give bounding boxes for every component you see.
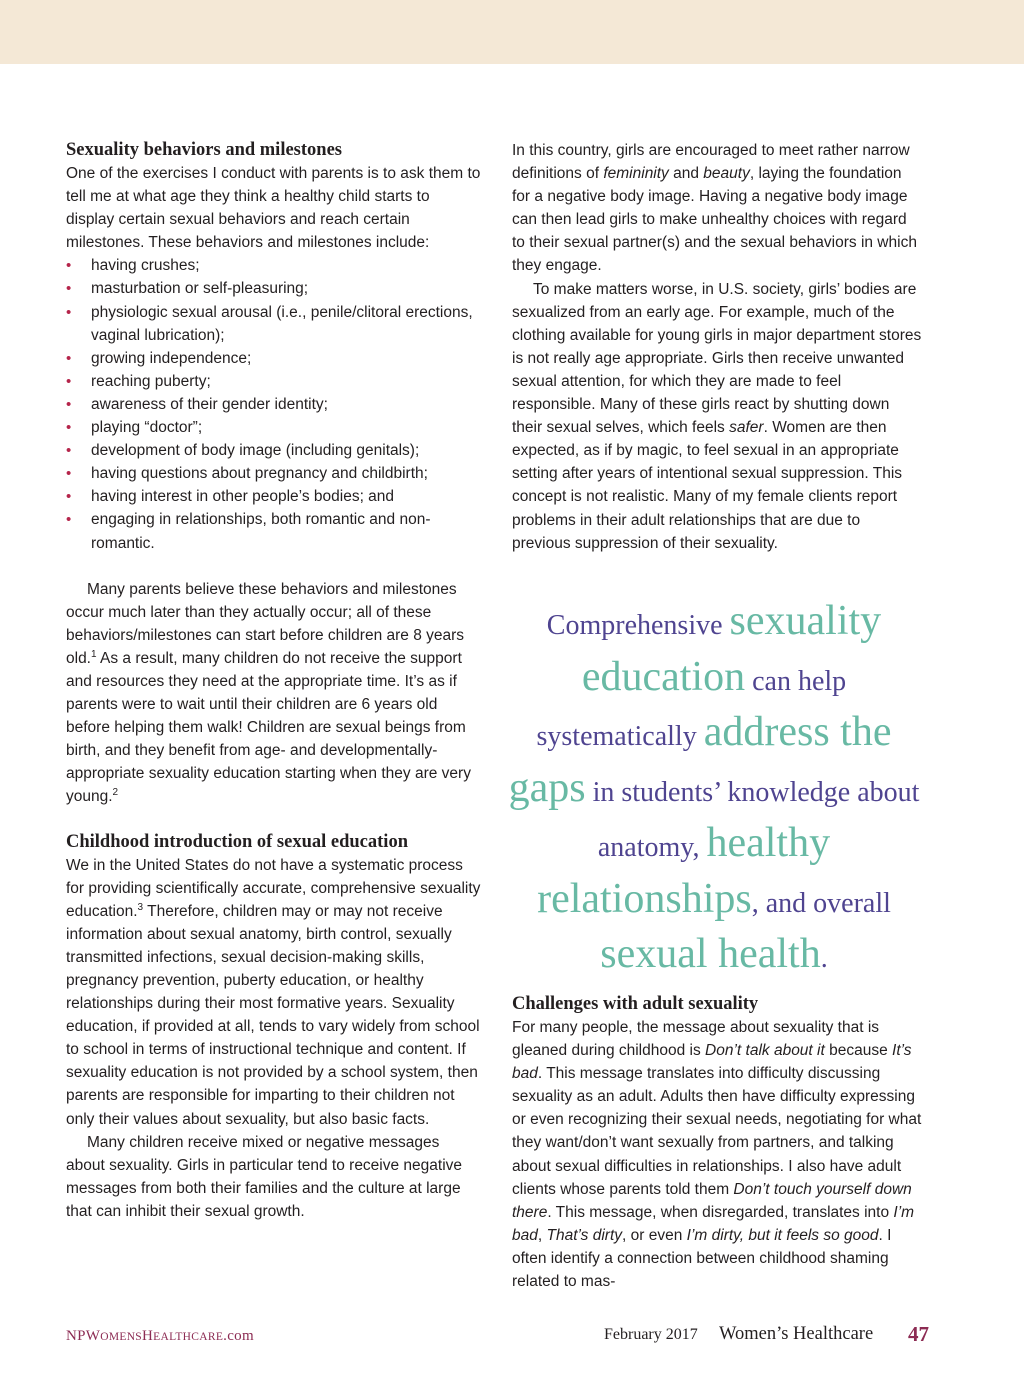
paragraph: Many children receive mixed or negative messages about sexuality. Girls in particular tend to receive negative messages from both their families and the culture at large that can inhibit their sexual growth. (66, 1133, 463, 1220)
text-run: To make matters worse, in U.S. society, girls’ bodies are sexualized from an early age. For example, much of the clothing available for young girls in major department stores is not really age appropriate. Girls then receive unwanted sexual attention, for which they are made to feel responsible. Many of these girls react by shutting down their sexual selves, which feels (512, 280, 922, 437)
list-item: • engaging in relationships, both romantic and non-romantic. (66, 508, 481, 554)
right-column-top (512, 139, 922, 555)
page-footer (0, 1322, 1024, 1352)
list-item: • masturbation or self-pleasuring; (66, 277, 481, 300)
italic-run: femininity (603, 165, 669, 183)
text-run: . This message translates into difficulty discussing sexuality as an adult. Adults then have difficulty expressing or even recognizing their sexual needs, negotiating for what they want/don’t want sexually from partners, and talking about sexual difficulties in relationships. I also have adult clients whose parents told them (512, 1065, 922, 1198)
pull-quote (506, 596, 922, 985)
text-run: and (668, 165, 704, 183)
pull-quote-emphasis: address the gaps (508, 709, 892, 811)
text-run: . I often identify a connection between childhood shaming related to mas- (512, 1226, 892, 1291)
paragraph (512, 278, 922, 555)
text-run: , or even (622, 1226, 687, 1244)
pull-quote-word: in students’ knowledge about anatomy, (585, 776, 920, 863)
site-url-part: EALTHCARE (153, 1331, 224, 1343)
header-band (0, 0, 1024, 64)
left-column (66, 139, 481, 1223)
italic-run: I’m bad (512, 1203, 915, 1244)
list-item: • physiologic sexual arousal (i.e., penile/clitoral erections, vaginal lubrication); (66, 301, 481, 347)
text-run: For many people, the message about sexuality that is gleaned during childhood is (512, 1019, 880, 1060)
milestones-list (66, 254, 481, 554)
paragraph (66, 854, 481, 1131)
text-run: We in the United States do not have a systematic process for providing scientifically accurate, comprehensive sexuality education. (66, 856, 481, 920)
paragraph: One of the exercises I conduct with parents is to ask them to tell me at what age they think a healthy child starts to display certain sexual behaviors and reach certain milestones. These behaviors and milestones include: (66, 165, 481, 252)
text-run: , laying the foundation for a negative body image. Having a negative body image can then lead girls to make unhealthy choices with regard to their sexual partner(s) and the sexual behaviors in which they engage. (512, 165, 917, 275)
italic-run: Don’t talk about it (705, 1042, 825, 1060)
reference-3: 3 (137, 901, 144, 913)
section-heading-childhood: Childhood introduction of sexual education (66, 831, 408, 852)
text-run: Many parents believe these behaviors and milestones occur much later than they actually occur; all of these behaviors/milestones can start before children are 8 years old. (66, 580, 465, 667)
text-run: because (824, 1042, 893, 1060)
italic-run: That’s dirty (546, 1226, 623, 1244)
list-item: • growing independence; (66, 347, 481, 370)
issue-date: February 2017 (604, 1326, 698, 1343)
site-url-part: .com (223, 1328, 254, 1344)
pull-quote-word: can help systematically (536, 665, 847, 752)
list-item: • having questions about pregnancy and childbirth; (66, 462, 481, 485)
italic-run: Don’t touch yourself down there (512, 1180, 912, 1221)
list-item: • development of body image (including genitals); (66, 439, 481, 462)
section-heading-adult: Challenges with adult sexuality (512, 994, 759, 1014)
list-item: • playing “doctor”; (66, 416, 481, 439)
reference-1: 1 (91, 648, 97, 660)
paragraph (66, 578, 481, 809)
section-heading-milestones: Sexuality behaviors and milestones (66, 140, 342, 160)
italic-run: safer (729, 419, 764, 437)
list-item: • having interest in other people’s bodies; and (66, 485, 481, 508)
italic-run: I’m dirty, but it feels so good (686, 1226, 879, 1244)
pull-quote-emphasis: sexuality education (581, 598, 882, 700)
list-item: • having crushes; (66, 254, 481, 277)
text-run: In this country, girls are encouraged to meet rather narrow definitions of (512, 142, 910, 183)
text-run: . This message, when disregarded, translates into (547, 1203, 894, 1221)
list-item: • reaching puberty; (66, 370, 481, 393)
site-url-part: H (142, 1328, 154, 1344)
site-url-part: NP (66, 1328, 86, 1344)
paragraph (512, 139, 922, 278)
italic-run: beauty (703, 165, 750, 183)
pull-quote-word: . (820, 943, 828, 974)
text-run: As a result, many children do not receive the support and resources they need at the appropriate time. It’s as if parents were to wait until their children are 6 years old before helping them walk! Children are sexual beings from birth, and they benefit from age- and developmentally-appropriate sexuality education starting when they are very young. (66, 649, 471, 806)
italic-run: It’s bad (512, 1042, 912, 1083)
text-run: , (537, 1226, 547, 1244)
text-run: . Women are then expected, as if by magic, to feel sexual in an appropriate setting after years of intentional sexual suppression. This concept is not realistic. Many of my female clients report problems in their adult relationships that are due to previous suppression of their sexuality. (512, 419, 903, 552)
page-number: 47 (908, 1322, 929, 1346)
list-item: • awareness of their gender identity; (66, 393, 481, 416)
pull-quote-word: , and overall (751, 887, 891, 919)
site-url-part: W (85, 1328, 101, 1344)
journal-title: Women’s Healthcare (719, 1324, 874, 1344)
right-column-bottom (512, 993, 922, 1293)
reference-2: 2 (112, 787, 119, 799)
site-url[interactable] (66, 1328, 254, 1345)
pull-quote-emphasis: healthy relationships (537, 820, 831, 922)
pull-quote-emphasis: sexual health (600, 931, 821, 977)
text-run: Therefore, children may or may not receive information about sexual anatomy, birth control, sexually transmitted infections, sexual decision-making skills, pregnancy prevention, puberty education, or healthy relationships during their most formative years. Sexuality education, if provided at all, tends to vary widely from school to school in terms of instructional technique and content. If sexuality education is not provided by a school system, then parents are responsible for imparting to their children not only their values about sexuality, but also basic facts. (66, 902, 480, 1128)
paragraph (512, 1016, 922, 1293)
site-url-part: OMENS (100, 1331, 143, 1343)
pull-quote-word: Comprehensive (546, 610, 730, 641)
